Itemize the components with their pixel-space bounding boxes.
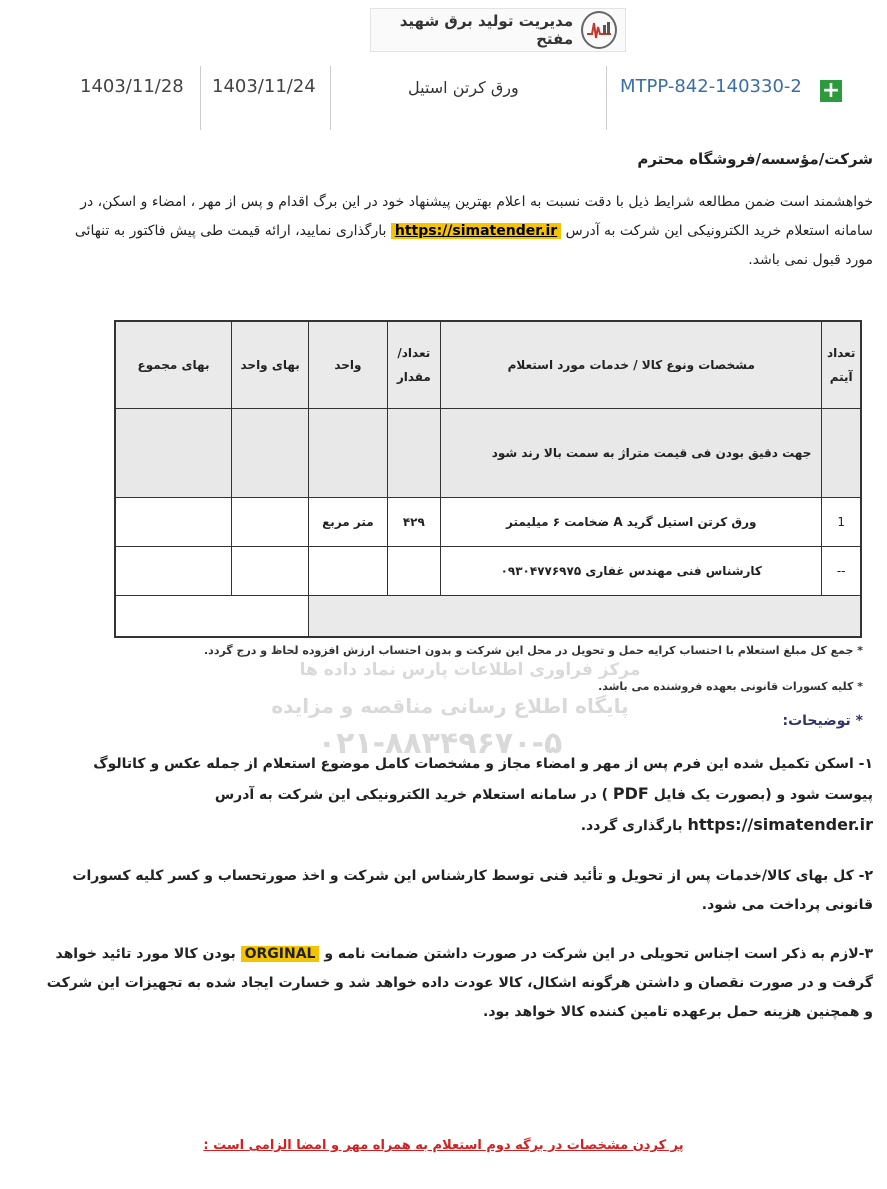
intro-text-2: بارگذاری نمایید، ارائه قیمت طی پیش فاکتور به تنهائی مورد قبول نمی باشد.	[74, 223, 873, 268]
table-cell	[309, 596, 861, 638]
header-item-count: تعداد آیتم	[822, 321, 861, 409]
simatender-link[interactable]: https://simatender.ir	[391, 223, 561, 239]
watermark-line2: پایگاه اطلاع رسانی مناقصه و مزایده	[271, 694, 629, 718]
row-index: --	[822, 547, 861, 596]
table-cell	[309, 409, 387, 498]
divider	[200, 66, 201, 130]
organization-name: مدیریت تولید برق شهید مفتح	[399, 12, 574, 48]
header-unit: واحد	[309, 321, 387, 409]
watermark-line1: مرکز فراوری اطلاعات پارس نماد داده ها	[299, 660, 641, 680]
p1-text-1: ۱- اسکن تکمیل شده این فرم پس از مهر و امضاء مجاز و مشخصات کامل موضوع استعلام از جمله عکس و کاتالوگ پیوست شود و (بصورت یک فایل	[93, 756, 873, 803]
items-table	[114, 320, 862, 638]
table-footer-row	[115, 596, 861, 638]
row-qty: ۴۲۹	[387, 498, 441, 547]
row-qty	[387, 547, 441, 596]
row-unit-price[interactable]	[231, 547, 308, 596]
table-cell	[387, 409, 441, 498]
table-note-row	[115, 409, 861, 498]
divider	[330, 66, 331, 130]
row-index: 1	[822, 498, 861, 547]
paragraph-2: ۲- کل بهای کالا/خدمات پس از تحویل و تأئید فنی توسط کارشناس این شرکت و اخذ صورتحساب و کسر کلیه کسورات قانونی پرداخت می شود.	[72, 868, 873, 913]
row-total-price[interactable]	[115, 498, 231, 547]
explanations-title: * توضیحات:	[782, 713, 863, 729]
row-total-price[interactable]	[115, 547, 231, 596]
note-deductions: * کلیه کسورات قانونی بعهده فروشنده می باشد.	[598, 680, 863, 693]
info-bar	[60, 62, 860, 130]
row-unit	[309, 547, 387, 596]
p1-link[interactable]: https://simatender.ir	[687, 815, 873, 834]
paragraph-1	[43, 750, 873, 841]
header-spec: مشخصات ونوع کالا / خدمات مورد استعلام	[441, 321, 822, 409]
p3-text-1: ۳-لازم به ذکر است اجناس تحویلی در این شرکت در صورت داشتن ضمانت نامه و	[324, 946, 873, 962]
row-spec: کارشناس فنی مهندس غفاری ۰۹۳۰۴۷۷۶۹۷۵	[441, 547, 822, 596]
pdf-label: PDF	[612, 784, 649, 803]
inquiry-code: MTPP-842-140330-2	[620, 76, 802, 97]
divider	[606, 66, 607, 130]
row-unit: متر مربع	[309, 498, 387, 547]
rounding-note: جهت دقیق بودن فی قیمت متراژ به سمت بالا رند شود	[441, 409, 822, 498]
p3-text-2: بودن کالا مورد تائید خواهد گرفت و در صورت نقصان و داشتن هرگونه اشکال، کالا عودت داده خواهد شد و خسارت ایجاد شده به تجهیزات این شرکت و همچنین هزینه حمل برعهده تامین کننده کالا خواهد بود.	[46, 946, 873, 1020]
table-cell	[115, 409, 231, 498]
table-header-row	[115, 321, 861, 409]
table-row	[115, 498, 861, 547]
grand-total-cell[interactable]	[115, 596, 309, 638]
header-unit-price: بهای واحد	[231, 321, 308, 409]
table-cell	[231, 409, 308, 498]
power-plant-logo-icon	[581, 11, 617, 49]
footer-requirement	[0, 1138, 887, 1153]
start-date: 1403/11/24	[212, 76, 316, 97]
row-spec: ورق کرتن استیل گرید A ضخامت ۶ میلیمتر	[441, 498, 822, 547]
header-logo	[370, 8, 626, 52]
table-cell	[822, 409, 861, 498]
original-highlight: ORGINAL	[241, 946, 320, 962]
header-total-price: بهای مجموع	[115, 321, 231, 409]
watermark-phone: ۰۲۱-۸۸۳۴۹۶۷۰-۵	[317, 726, 563, 761]
inquiry-title: ورق کرتن استیل	[408, 78, 519, 97]
row-unit-price[interactable]	[231, 498, 308, 547]
intro-text-1: خواهشمند است ضمن مطالعه شرایط ذیل با دقت نسبت به اعلام بهترین پیشنهاد خود در این برگ اقدام و پس از مهر ، امضاء و اسکن، در سامانه استعلام خرید الکترونیکی این شرکت به آدرس	[80, 194, 873, 239]
greeting: شرکت/مؤسسه/فروشگاه محترم	[637, 150, 873, 168]
p1-text-2: ) در سامانه استعلام خرید الکترونیکی این شرکت به آدرس	[214, 787, 609, 803]
p1-text-3: بارگذاری گردد.	[580, 818, 683, 834]
intro-paragraph	[53, 188, 873, 275]
end-date: 1403/11/28	[80, 76, 184, 97]
paragraph-3	[43, 940, 873, 1027]
note-total: * جمع کل مبلغ استعلام با احتساب کرایه حمل و تحویل در محل این شرکت و بدون احتساب ارزش افزوده لحاظ و درج گردد.	[204, 644, 863, 657]
footer-text: پر کردن مشخصات در برگه دوم استعلام به همراه مهر و امضا الزامی است :	[203, 1138, 684, 1153]
add-plus-icon[interactable]: +	[821, 78, 841, 103]
header-qty: تعداد/ مقدار	[387, 321, 441, 409]
table-row	[115, 547, 861, 596]
